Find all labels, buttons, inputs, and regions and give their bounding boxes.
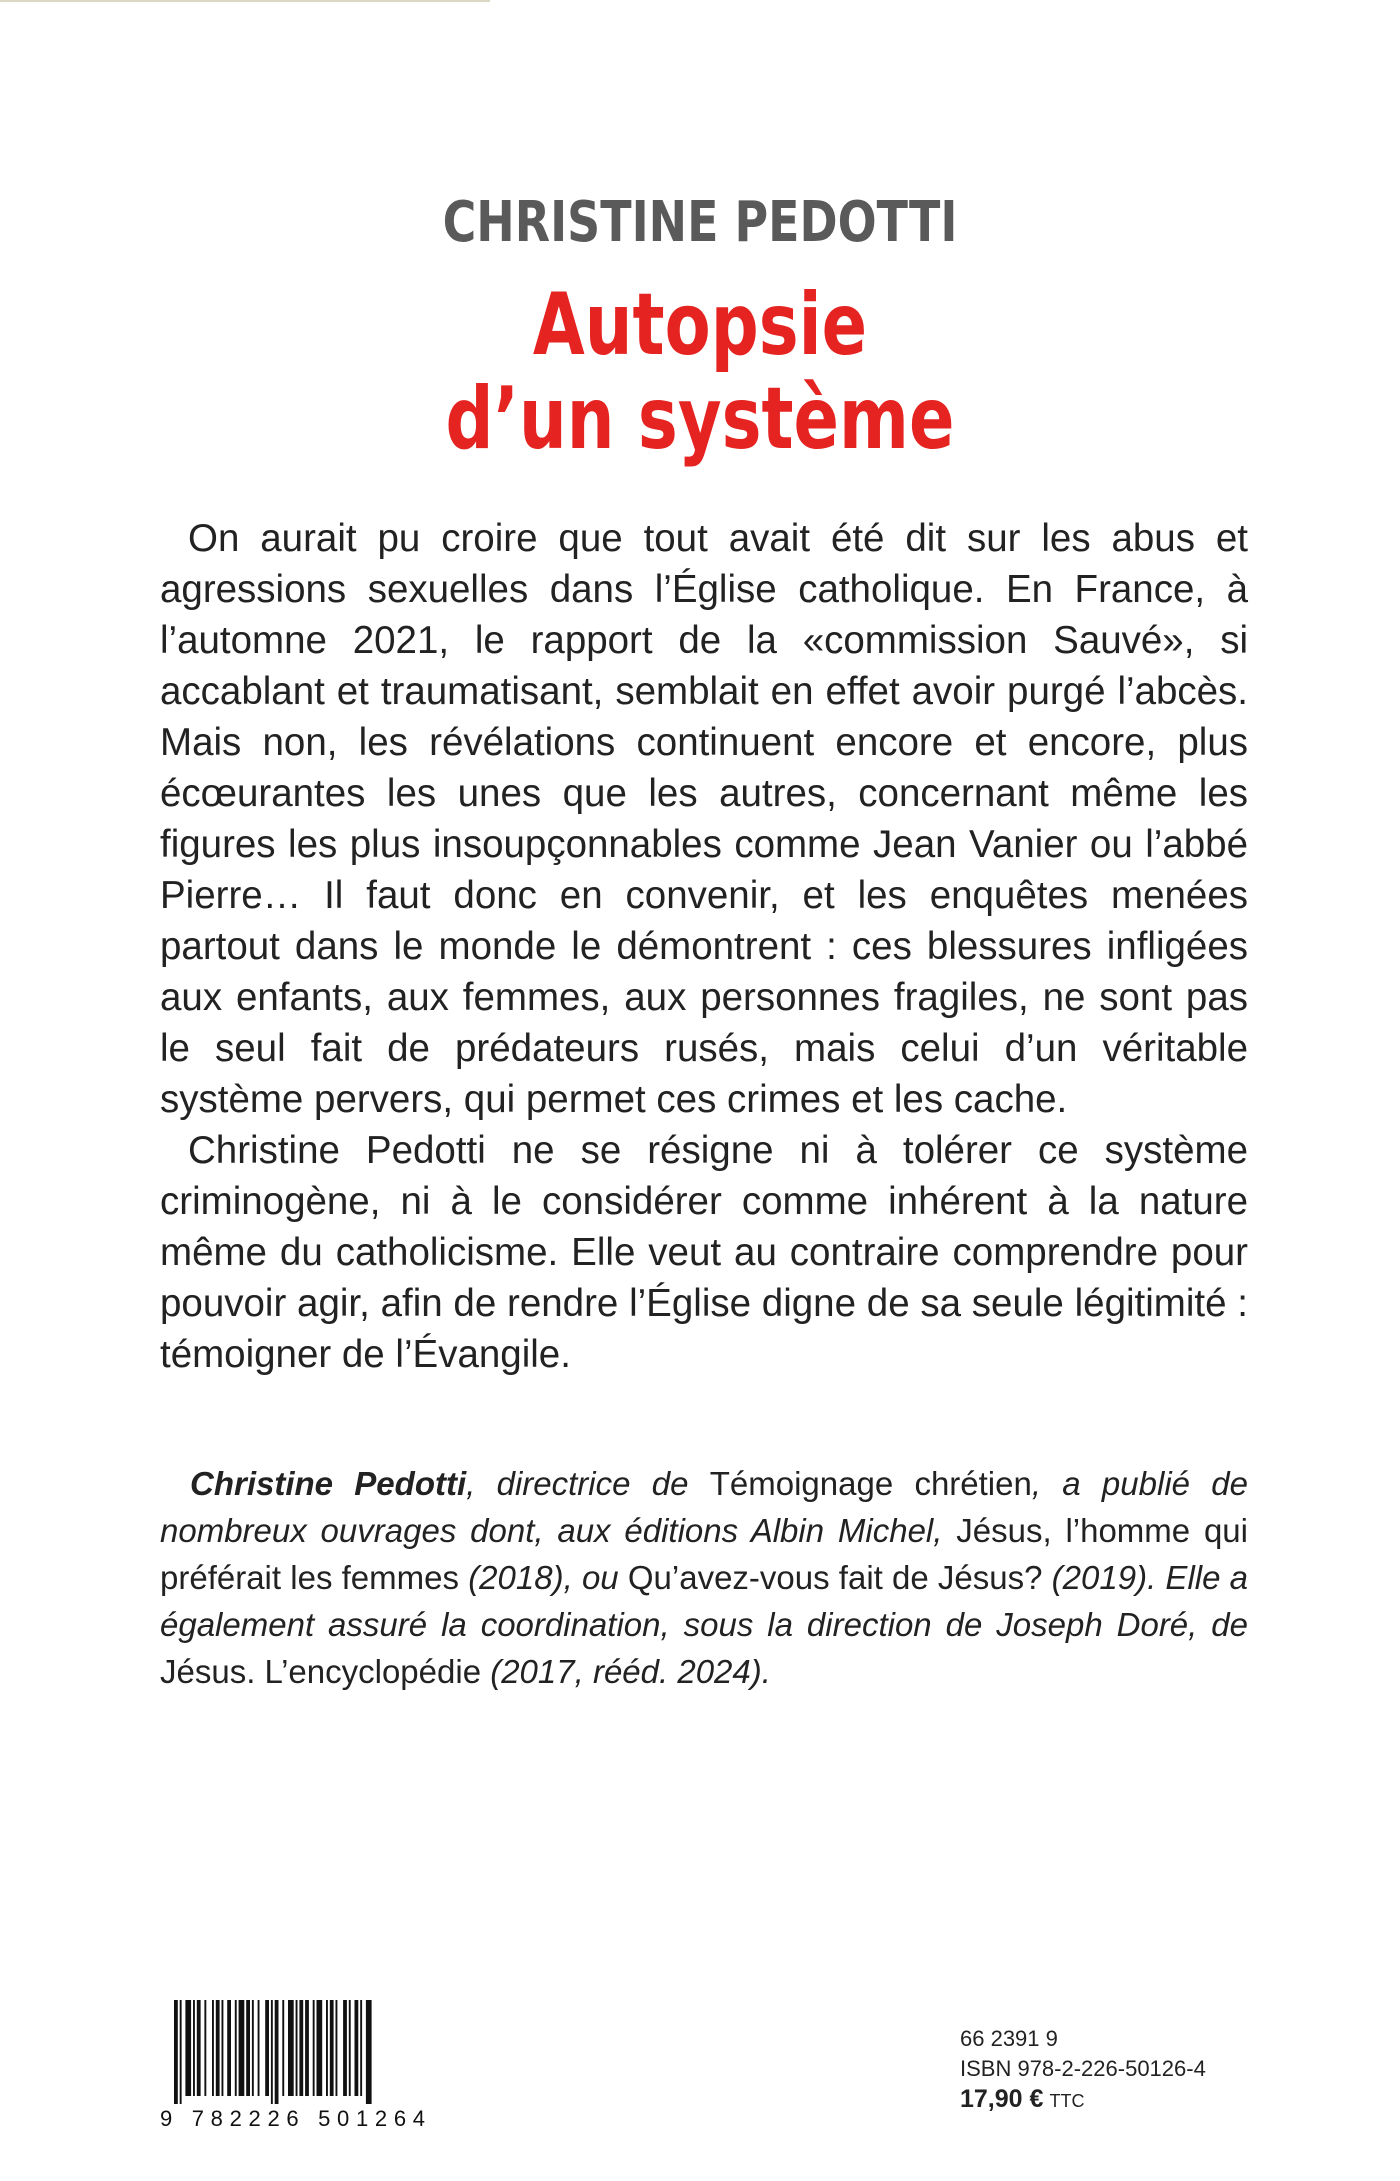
barcode-bar [197,2000,201,2096]
barcode-bar [235,2000,237,2096]
bio-work-1: Témoignage chrétien [709,1465,1032,1502]
barcode-bar [282,2000,284,2096]
barcode-bar [296,2000,298,2096]
bio-work-2: Jésus, l’homme qui préférait les femmes [160,1512,1248,1596]
barcode-bar [222,2000,224,2096]
barcode-bar [317,2000,323,2096]
barcode-bar [330,2000,334,2096]
bio-work-4: Jésus. L’encyclopédie [160,1653,482,1690]
barcode-bars [174,2000,372,2104]
barcode-bar [343,2000,347,2096]
barcode-bar [212,2000,214,2096]
barcode-bar [299,2000,303,2096]
blurb-paragraph-1: On aurait pu croire que tout avait été dit sur les abus et agressions sexuelles dans l’Église catholique. En France, à l’automne 2021, le rapport de la «commission Sauvé», si accablant et traumatisant, semblait en effet avoir purgé l’abcès. Mais non, les révélations continuent encore et encore, plus écœurantes les unes que les autres, concernant même les figures les plus insoupçonnables comme Jean Vanier ou l’abbé Pierre… Il faut donc en convenir, et les enquêtes menées partout dans le monde le démontrent : ces blessures infligées aux enfants, aux femmes, aux personnes fragiles, ne sont pas le seul fait de prédateurs rusés, mais celui d’un véritable système pervers, qui permet ces crimes et les cache. [160,517,1248,1121]
barcode-bar [180,2000,182,2104]
barcode [160,2000,425,2130]
title-line-1: Autopsie [532,275,868,375]
barcode-bar [246,2000,250,2096]
barcode-bar [204,2000,206,2096]
barcode-bar [360,2000,362,2096]
barcode-bar [313,2000,315,2096]
bio-text-4: (2019). Elle a également assuré la coordination, sous la direction de Joseph Doré, de [160,1559,1249,1643]
barcode-bar [193,2000,195,2096]
book-title [154,275,1246,469]
barcode-bar [227,2000,231,2096]
bio-text-3: (2018), ou [459,1559,628,1596]
product-code: 66 2391 9 [960,2026,1058,2051]
barcode-bar [366,2000,372,2104]
barcode-bar [336,2000,338,2096]
price-line [960,2084,1260,2116]
barcode-bar [258,2000,260,2096]
barcode-bar [239,2000,245,2096]
blurb-paragraph-2: Christine Pedotti ne se résigne ni à tolérer ce système criminogène, ni à le considérer comme inhérent à la nature même du catholicisme. Elle veut au contraire comprendre pour pouvoir agir, afin de rendre l’Église digne de sa seule légitimité : témoigner de l’Évangile. [160,1129,1248,1376]
bio-text-1: , directrice de [466,1465,710,1502]
barcode-bar [326,2000,328,2096]
barcode-bar [252,2000,254,2096]
barcode-bar [305,2000,309,2096]
bio-text-2: , a publié de nombreux ouvrages dont, aux éditions Albin Michel, [160,1465,1248,1549]
blurb [160,513,1248,1380]
barcode-bar [288,2000,294,2096]
isbn: ISBN 978-2-226-50126-4 [960,2056,1206,2081]
barcode-bar [216,2000,220,2096]
barcode-bar [265,2000,269,2096]
barcode-bar [271,2000,273,2104]
bio-text-5: (2017, rééd. 2024). [481,1653,771,1690]
price: 17,90 € [960,2085,1044,2113]
price-ttc: TTC [1049,2091,1085,2111]
author-name: CHRISTINE PEDOTTI [442,190,958,255]
author-bio [160,1460,1248,1695]
barcode-bar [275,2000,279,2104]
barcode-bar [174,2000,178,2104]
barcode-digits: 9 782226 501264 [160,2106,425,2130]
title-line-2: d’un système [445,369,955,469]
bio-work-3: Qu’avez-vous fait de Jésus? [627,1559,1043,1596]
barcode-bar [355,2000,359,2096]
barcode-bar [349,2000,351,2096]
pricing-info [960,2024,1260,2116]
barcode-bar [185,2000,191,2096]
top-edge-line [0,0,490,2]
bio-author-name: Christine Pedotti [190,1465,467,1502]
